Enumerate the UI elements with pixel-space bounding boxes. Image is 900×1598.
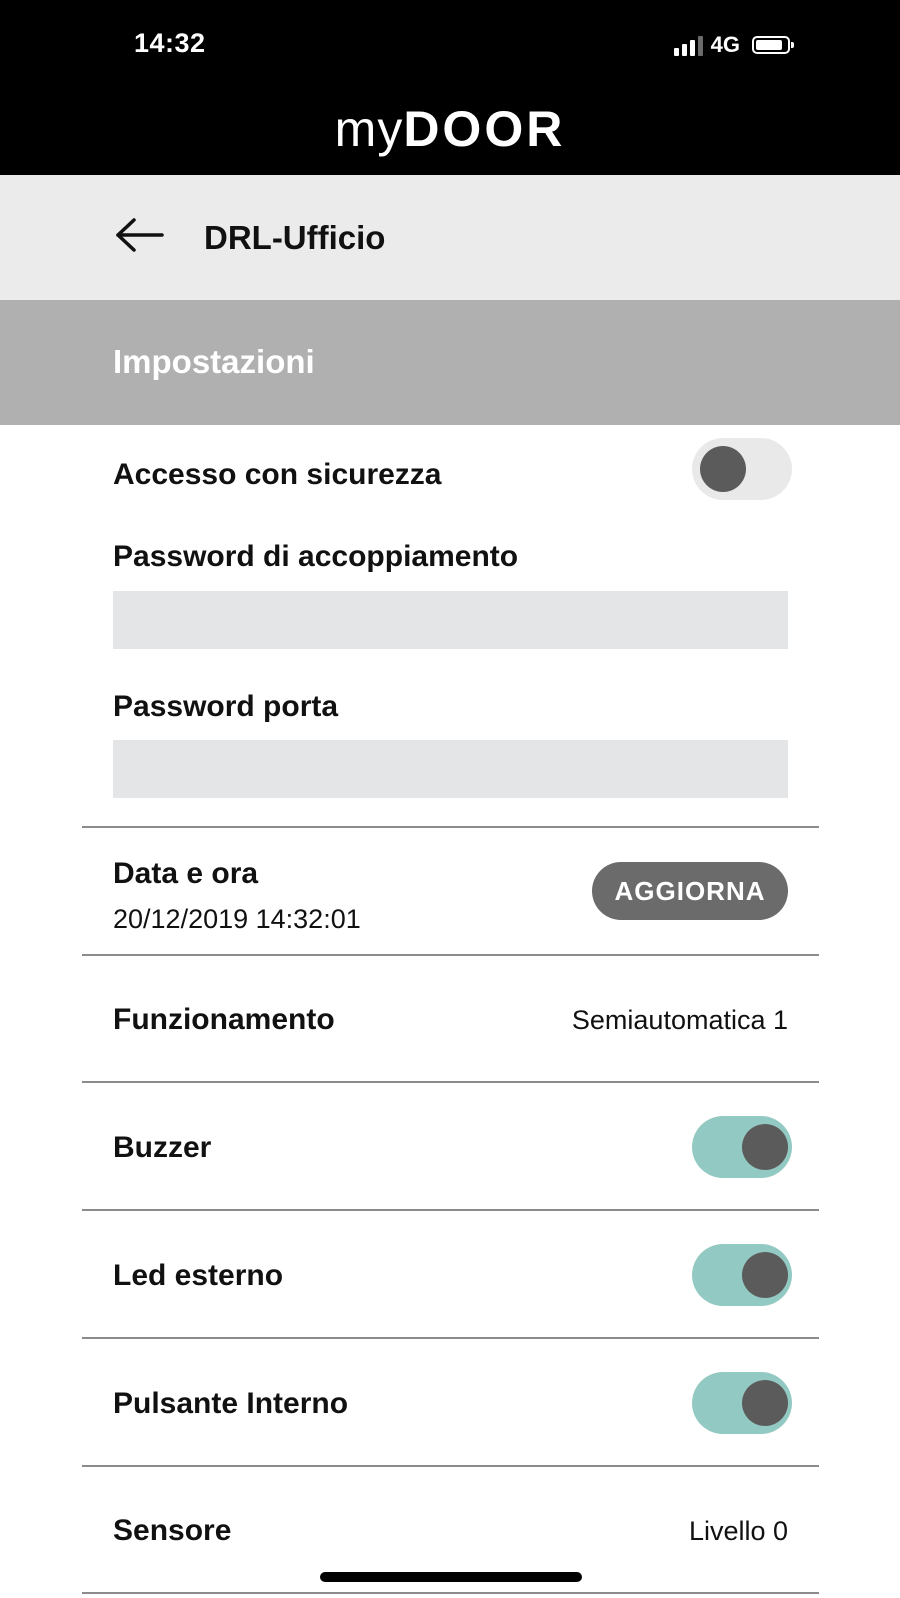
logo-door: DOOR xyxy=(403,101,566,157)
divider xyxy=(82,1465,819,1467)
divider xyxy=(82,1081,819,1083)
pairing-password-input[interactable] xyxy=(113,591,788,649)
app-logo xyxy=(0,100,900,158)
buzzer-label: Buzzer xyxy=(113,1131,212,1164)
status-time: 14:32 xyxy=(134,28,206,58)
toggle-knob xyxy=(742,1380,788,1426)
signal-icon xyxy=(674,34,703,56)
external-led-toggle[interactable] xyxy=(692,1244,792,1306)
divider xyxy=(82,954,819,956)
logo-my: my xyxy=(334,101,404,157)
home-indicator[interactable] xyxy=(320,1572,582,1582)
back-arrow-icon[interactable] xyxy=(112,213,168,257)
door-password-label: Password porta xyxy=(113,690,339,723)
secure-access-label: Accesso con sicurezza xyxy=(113,458,442,491)
divider xyxy=(82,1209,819,1211)
divider xyxy=(82,1592,819,1594)
datetime-value: 20/12/2019 14:32:01 xyxy=(113,904,361,934)
door-password-input[interactable] xyxy=(113,740,788,798)
internal-button-toggle[interactable] xyxy=(692,1372,792,1434)
toggle-knob xyxy=(700,446,746,492)
sensor-label: Sensore xyxy=(113,1514,232,1547)
section-title: Impostazioni xyxy=(113,343,315,380)
datetime-label: Data e ora xyxy=(113,857,259,890)
device-header xyxy=(0,175,900,300)
operation-value[interactable]: Semiautomatica 1 xyxy=(571,1005,788,1035)
toggle-knob xyxy=(742,1252,788,1298)
network-type: 4G xyxy=(710,32,740,57)
secure-access-toggle[interactable] xyxy=(692,438,792,500)
operation-label: Funzionamento xyxy=(113,1003,335,1036)
sensor-value[interactable]: Livello 0 xyxy=(688,1516,788,1546)
divider xyxy=(82,826,819,828)
top-bar xyxy=(0,0,900,175)
divider xyxy=(82,1337,819,1339)
update-datetime-button[interactable]: AGGIORNA xyxy=(592,862,788,920)
device-title: DRL-Ufficio xyxy=(204,219,386,256)
buzzer-toggle[interactable] xyxy=(692,1116,792,1178)
pairing-password-label: Password di accoppiamento xyxy=(113,540,519,573)
status-indicators xyxy=(674,32,790,58)
section-header xyxy=(0,300,900,425)
internal-button-label: Pulsante Interno xyxy=(113,1387,349,1420)
external-led-label: Led esterno xyxy=(113,1259,284,1292)
toggle-knob xyxy=(742,1124,788,1170)
battery-icon xyxy=(752,36,790,54)
